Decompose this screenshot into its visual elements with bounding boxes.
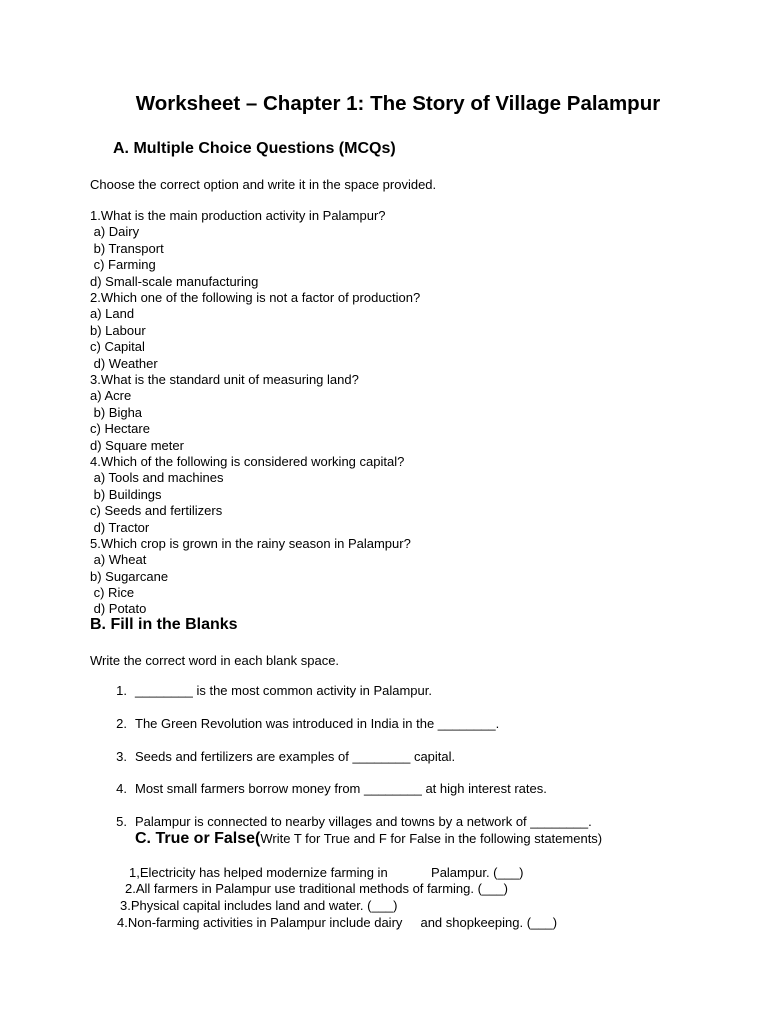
mcq-line: c) Hectare bbox=[90, 421, 150, 436]
true-false-item: 3.Physical capital includes land and water. (___) bbox=[120, 898, 398, 913]
section-a-heading: A. Multiple Choice Questions (MCQs) bbox=[113, 140, 396, 157]
blank-item-text: Most small farmers borrow money from ________ at high interest rates. bbox=[135, 781, 547, 796]
blank-item-number: 1. bbox=[116, 683, 127, 698]
mcq-line: 5.Which crop is grown in the rainy season in Palampur? bbox=[90, 536, 411, 551]
blank-item-text: Seeds and fertilizers are examples of ________ capital. bbox=[135, 749, 456, 764]
worksheet-title: Worksheet – Chapter 1: The Story of Village Palampur bbox=[135, 92, 661, 115]
mcq-line: a) Dairy bbox=[90, 224, 140, 239]
mcq-line: b) Bigha bbox=[90, 405, 143, 420]
section-c-heading bbox=[135, 830, 602, 848]
mcq-line: a) Acre bbox=[90, 388, 132, 403]
mcq-line: d) Small-scale manufacturing bbox=[90, 274, 259, 289]
mcq-line: a) Wheat bbox=[90, 552, 147, 567]
mcq-line: 2.Which one of the following is not a factor of production? bbox=[90, 290, 421, 305]
blank-item-number: 4. bbox=[116, 781, 127, 796]
mcq-line: d) Weather bbox=[90, 356, 158, 371]
mcq-line: 4.Which of the following is considered working capital? bbox=[90, 454, 405, 469]
mcq-line: a) Land bbox=[90, 306, 135, 321]
section-c-title: C. True or False( bbox=[135, 830, 261, 847]
blank-item-number: 3. bbox=[116, 749, 127, 764]
mcq-line: d) Potato bbox=[90, 601, 147, 616]
blank-item-number: 2. bbox=[116, 716, 127, 731]
mcq-line: d) Square meter bbox=[90, 438, 184, 453]
true-false-item: 4.Non-farming activities in Palampur include dairy and shopkeeping. (___) bbox=[117, 915, 558, 930]
mcq-line: 1.What is the main production activity in Palampur? bbox=[90, 208, 386, 223]
blank-item-number: 5. bbox=[116, 814, 127, 829]
mcq-line: d) Tractor bbox=[90, 520, 150, 535]
mcq-line: b) Buildings bbox=[90, 487, 162, 502]
mcq-line: b) Transport bbox=[90, 241, 164, 256]
section-b-instruction: Write the correct word in each blank space. bbox=[90, 653, 340, 668]
mcq-line: c) Rice bbox=[90, 585, 135, 600]
blank-item-text: The Green Revolution was introduced in India in the ________. bbox=[135, 716, 500, 731]
blank-item-text: ________ is the most common activity in Palampur. bbox=[135, 683, 432, 698]
section-c-instruction: Write T for True and F for False in the following statements) bbox=[260, 831, 603, 846]
mcq-line: 3.What is the standard unit of measuring land? bbox=[90, 372, 359, 387]
mcq-line: b) Sugarcane bbox=[90, 569, 169, 584]
section-b-heading: B. Fill in the Blanks bbox=[90, 616, 238, 633]
blank-item-text: Palampur is connected to nearby villages and towns by a network of ________. bbox=[135, 814, 592, 829]
mcq-line: a) Tools and machines bbox=[90, 470, 224, 485]
true-false-item: 1,Electricity has helped modernize farming in Palampur. (___) bbox=[129, 865, 524, 880]
section-a-instruction: Choose the correct option and write it in the space provided. bbox=[90, 177, 437, 192]
mcq-line: b) Labour bbox=[90, 323, 146, 338]
mcq-line: c) Seeds and fertilizers bbox=[90, 503, 223, 518]
mcq-line: c) Capital bbox=[90, 339, 145, 354]
true-false-item: 2.All farmers in Palampur use traditional methods of farming. (___) bbox=[125, 881, 508, 896]
mcq-line: c) Farming bbox=[90, 257, 156, 272]
